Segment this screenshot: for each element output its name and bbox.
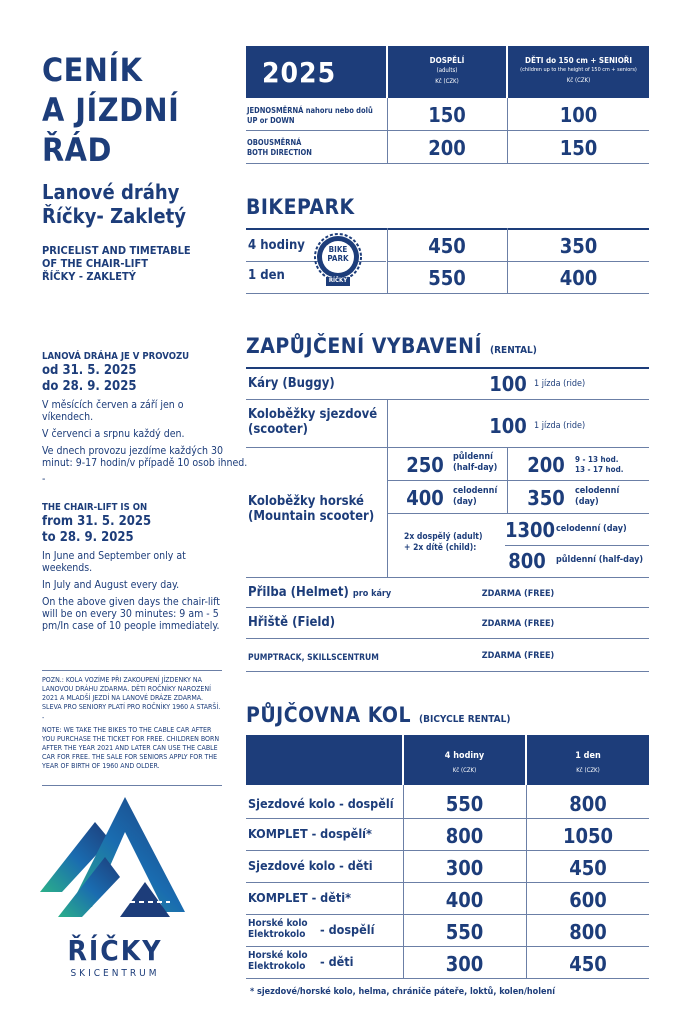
bike-row-suffix: - děti	[320, 954, 354, 969]
bikepark-logo-icon: BIKE PARK ŘÍČKY	[314, 233, 362, 288]
bike-header-blank	[246, 735, 402, 785]
family-half-note: půldenní (half-day)	[556, 555, 644, 565]
mountain-a-price: 250	[406, 453, 444, 477]
logo-name: ŘÍČKY	[67, 934, 163, 967]
ricky-logo-icon	[40, 792, 190, 932]
buggy-note: 1 jízda (ride)	[534, 379, 586, 389]
bike-row-4h: 550	[445, 792, 484, 816]
helmet-label: Přilba (Helmet) pro káry	[248, 585, 392, 600]
child-header: DĚTI do 150 cm + SENIOŘI (children up to the height of 150 cm + seniors) Kč (CZK)	[508, 46, 649, 98]
page-subtitle: Lanové dráhy Říčky- Zakletý	[42, 180, 186, 228]
note-dash: -	[42, 714, 45, 722]
lift-oneway-adult: 150	[428, 103, 466, 127]
bike-row-label: KOMPLET - dospělí*	[248, 826, 372, 841]
bike-row-1d: 800	[569, 792, 607, 816]
schedule-en: THE CHAIR-LIFT IS ON from 31. 5. 2025 to 28. 9. 2025 In June and September only at weekends. In July and August every day. On the above given days the chair-lift will be on every 30 minutes: 9 am - 5 pm/In case of 10 people immediately.	[42, 502, 221, 632]
bikepark-4h-adult: 450	[428, 234, 466, 258]
bikepark-1d-label: 1 den	[248, 268, 285, 283]
mountain-b-note: 9 - 13 hod. 13 - 17 hod.	[575, 455, 624, 474]
logo-sub: SKICENTRUM	[70, 968, 160, 979]
adult-header: DOSPĚLÍ (adults) Kč (CZK)	[388, 46, 506, 98]
bike-row-label: Horské kolo Elektrokolo	[248, 918, 308, 940]
lift-row-oneway-label: JEDNOSMĚRNÁ nahoru nebo dolů UP or DOWN	[247, 106, 373, 125]
bike-rental-title: PŮJČOVNA KOL (BICYCLE RENTAL)	[246, 703, 511, 727]
lift-oneway-child: 100	[559, 103, 598, 127]
bike-row-1d: 450	[569, 856, 607, 880]
bike-row-4h: 300	[445, 952, 484, 976]
mountain-d-note: celodenní (day)	[575, 486, 620, 507]
mountain-c-note: celodenní (day)	[453, 486, 498, 507]
bike-row-4h: 800	[445, 824, 484, 848]
bikepark-1d-adult: 550	[428, 266, 466, 290]
bikepark-4h-child: 350	[559, 234, 598, 258]
rental-title: ZAPŮJČENÍ VYBAVENÍ (RENTAL)	[246, 334, 537, 358]
helmet-value: ZDARMA (FREE)	[481, 589, 555, 599]
family-half-price: 800	[508, 549, 546, 573]
bike-row-label: Sjezdové kolo - dospělí	[248, 796, 394, 811]
bike-row-label: KOMPLET - děti*	[248, 890, 351, 905]
bike-row-1d: 1050	[562, 824, 614, 848]
pump-value: ZDARMA (FREE)	[481, 651, 555, 661]
bike-row-1d: 450	[569, 952, 607, 976]
bike-row-4h: 300	[445, 856, 484, 880]
schedule-cz: LANOVÁ DRÁHA JE V PROVOZU od 31. 5. 2025 do 28. 9. 2025 V měsících červen a září jen o víkendech. V červenci a srpnu každý den. Ve dnech provozu jezdíme každých 30 minut: 9-17 hodin/v případě 10 osob ihned. -	[42, 351, 248, 485]
mountain-a-note: půldenní (half-day)	[453, 452, 498, 473]
mountain-scooter-label: Koloběžky horské (Mountain scooter)	[248, 494, 375, 524]
bike-row-label: Horské kolo Elektrokolo	[248, 950, 308, 972]
mountain-d-price: 350	[527, 486, 565, 510]
bike-row-1d: 600	[569, 888, 607, 912]
note-cz: POZN.: KOLA VOZÍME PŘI ZAKOUPENÍ JÍZDENKY NA LANOVOU DRÁHU ZDARMA. DĚTI ROČNÍKY NAROZENÍ 2021 A MLADŠÍ JEZDÍ NA LANOVÉ DRÁZE ZDARMA. SLEVA PRO SENIORY PLATÍ PRO ROČNÍKY 1960 A STARŠÍ.	[42, 676, 221, 711]
bike-row-1d: 800	[569, 920, 607, 944]
bike-row-4h: 550	[445, 920, 484, 944]
field-value: ZDARMA (FREE)	[481, 619, 555, 629]
pump-label: PUMPTRACK, SKILLSCENTRUM	[248, 653, 379, 663]
field-label: Hřiště (Field)	[248, 615, 336, 630]
lift-return-adult: 200	[428, 136, 466, 160]
buggy-label: Káry (Buggy)	[248, 376, 335, 391]
bike-header-1d: 1 den Kč (CZK)	[527, 735, 649, 785]
lift-return-child: 150	[559, 136, 598, 160]
mountain-b-price: 200	[527, 453, 565, 477]
divider	[42, 670, 222, 671]
family-day-price: 1300	[505, 518, 556, 542]
family-day-note: celodenní (day)	[556, 524, 627, 534]
bike-header-4h: 4 hodiny Kč (CZK)	[404, 735, 525, 785]
scooter-price: 100	[489, 414, 527, 438]
bikepark-1d-child: 400	[559, 266, 598, 290]
bike-row-suffix: - dospělí	[320, 922, 375, 937]
bike-row-label: Sjezdové kolo - děti	[248, 858, 373, 873]
buggy-price: 100	[489, 372, 527, 396]
scooter-note: 1 jízda (ride)	[534, 421, 586, 431]
footnote: * sjezdové/horské kolo, helma, chrániče páteře, loktů, kolen/holení	[250, 987, 556, 997]
bikepark-title: BIKEPARK	[246, 195, 355, 219]
mountain-c-price: 400	[406, 486, 444, 510]
family-label: 2x dospělý (adult) + 2x dítě (child):	[404, 532, 483, 553]
bike-row-4h: 400	[445, 888, 484, 912]
note-en: NOTE: WE TAKE THE BIKES TO THE CABLE CAR AFTER YOU PURCHASE THE TICKET FOR FREE. CHILDREN BORN AFTER THE YEAR 2021 AND LATER CAN USE THE CABLE CAR FOR FREE. THE SALE FOR SENIORS APPLY FOR THE YEAR OF BIRTH OF 1960 AND OLDER.	[42, 726, 220, 770]
english-title: PRICELIST AND TIMETABLE OF THE CHAIR-LIFT ŘÍČKY - ZAKLETÝ	[42, 244, 191, 283]
bikepark-4h-label: 4 hodiny	[248, 238, 305, 253]
year-header: 2025	[246, 46, 386, 98]
divider	[42, 785, 222, 786]
lift-row-return-label: OBOUSMĚRNÁ BOTH DIRECTION	[247, 138, 312, 157]
scooter-label: Koloběžky sjezdové (scooter)	[248, 407, 378, 437]
page-title: CENÍK A JÍZDNÍ ŘÁD	[42, 51, 180, 169]
